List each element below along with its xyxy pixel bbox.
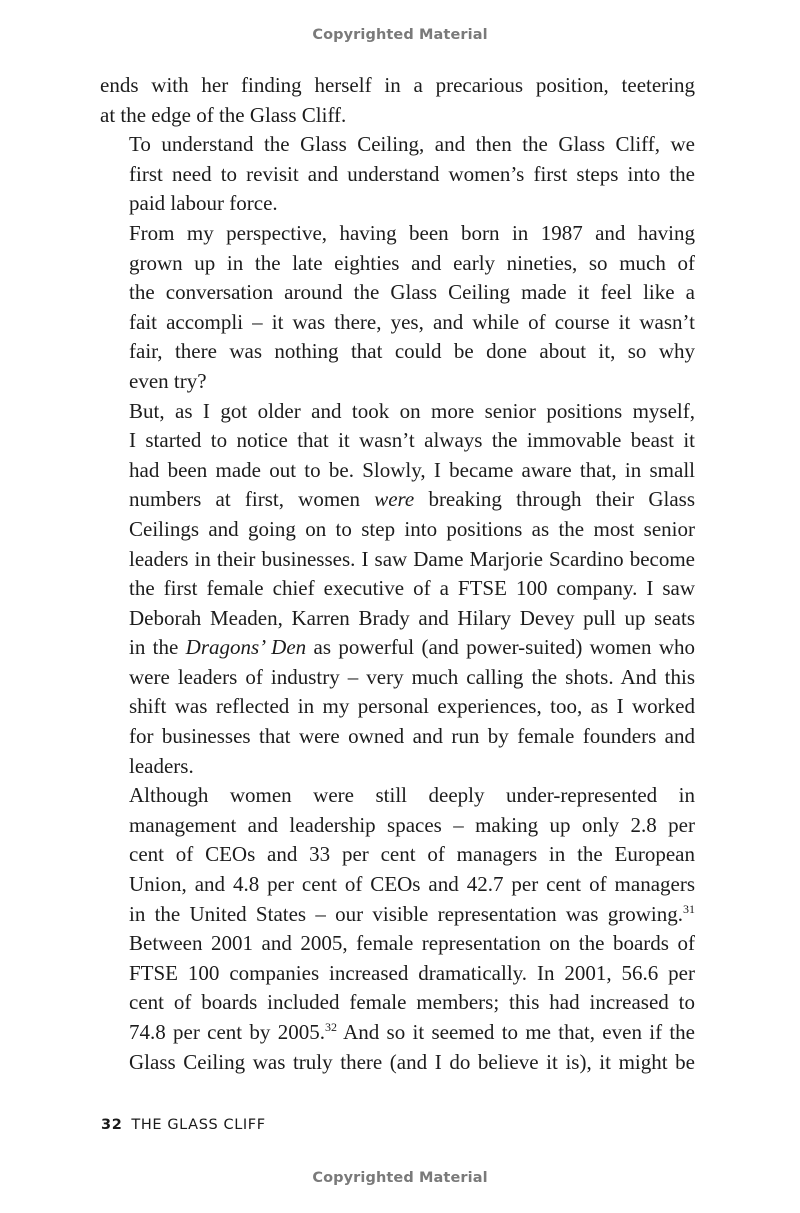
text-line xyxy=(100,1018,695,1048)
text-line: grown up in the late eighties and early nineties, so much of xyxy=(129,250,695,275)
text-line: even try? xyxy=(129,368,207,393)
text-line: cent of CEOs and 33 per cent of managers in the European xyxy=(129,842,695,867)
paragraph-2 xyxy=(100,130,695,219)
text-line: Ceilings and going on to step into positions as the most senior xyxy=(129,516,695,541)
text-line: at the edge of the Glass Cliff. xyxy=(100,102,347,127)
page-number: 32 xyxy=(101,1117,123,1133)
text-line: were leaders of industry – very much calling the shots. And this xyxy=(129,664,695,689)
text-line xyxy=(100,633,695,663)
paragraph-4 xyxy=(100,397,695,782)
paragraph-1 xyxy=(100,71,695,130)
text-segment: 74.8 per cent by 2005. xyxy=(129,1020,325,1044)
paragraph-3 xyxy=(100,219,695,397)
text-line: Union, and 4.8 per cent of CEOs and 42.7 per cent of managers xyxy=(129,872,695,897)
text-segment: in the xyxy=(129,635,186,660)
page-footer xyxy=(101,1117,266,1133)
footnote-ref-31: 31 xyxy=(683,901,695,916)
text-line: cent of boards included female members; this had increased to xyxy=(129,990,695,1015)
emphasis-dragons-den: Dragons’ Den xyxy=(185,635,307,660)
text-line: for businesses that were owned and run by female founders and xyxy=(129,724,695,749)
text-line: paid labour force. xyxy=(129,191,278,216)
text-segment: in the United States – our visible representation was growing. xyxy=(129,901,683,926)
footnote-ref-32: 32 xyxy=(324,1020,337,1034)
text-line: FTSE 100 companies increased dramatically. In 2001, 56.6 per xyxy=(129,960,695,985)
text-line: Between 2001 and 2005, female representation on the boards of xyxy=(129,931,695,956)
text-line: leaders. xyxy=(129,753,194,778)
text-line: ends with her finding herself in a precarious position, teetering xyxy=(100,73,695,97)
text-line: had been made out to be. Slowly, I became aware that, in small xyxy=(129,457,695,482)
text-line: But, as I got older and took on more senior positions myself, xyxy=(129,398,695,423)
text-line: leaders in their businesses. I saw Dame Marjorie Scardino become xyxy=(129,546,695,571)
text-line: the first female chief executive of a FTSE 100 company. I saw xyxy=(129,576,695,601)
text-line: fait accompli – it was there, yes, and while of course it wasn’t xyxy=(129,309,695,334)
text-line: Glass Ceiling was truly there (and I do believe it is), it might be xyxy=(129,1049,695,1074)
text-line xyxy=(100,485,695,515)
text-line xyxy=(100,900,695,930)
text-line: Although women were still deeply under-represented in xyxy=(129,783,695,808)
text-segment: And so it seemed to me that, even if the xyxy=(336,1020,696,1044)
text-segment: numbers at first, women xyxy=(129,487,375,512)
emphasis-were: were xyxy=(374,487,415,512)
text-line: I started to notice that it wasn’t always the immovable beast it xyxy=(129,428,695,453)
text-segment: as powerful (and power-suited) women who xyxy=(306,635,695,660)
text-line: From my perspective, having been born in 1987 and having xyxy=(129,220,695,245)
running-head: THE GLASS CLIFF xyxy=(131,1117,266,1133)
text-line: Deborah Meaden, Karren Brady and Hilary Devey pull up seats xyxy=(129,605,695,630)
page-body xyxy=(100,71,695,1077)
text-line: fair, there was nothing that could be done about it, so why xyxy=(129,339,695,364)
text-segment: breaking through their Glass xyxy=(414,487,695,512)
paragraph-5 xyxy=(100,781,695,1077)
copyright-watermark-top: Copyrighted Material xyxy=(312,27,488,43)
text-line: first need to revisit and understand women’s first steps into the xyxy=(129,161,695,186)
text-line: management and leadership spaces – making up only 2.8 per xyxy=(129,812,695,837)
text-line: To understand the Glass Ceiling, and then the Glass Cliff, we xyxy=(129,132,695,157)
text-line: the conversation around the Glass Ceiling made it feel like a xyxy=(129,280,695,305)
copyright-watermark-bottom: Copyrighted Material xyxy=(312,1170,488,1186)
text-line: shift was reflected in my personal experiences, too, as I worked xyxy=(129,694,695,719)
